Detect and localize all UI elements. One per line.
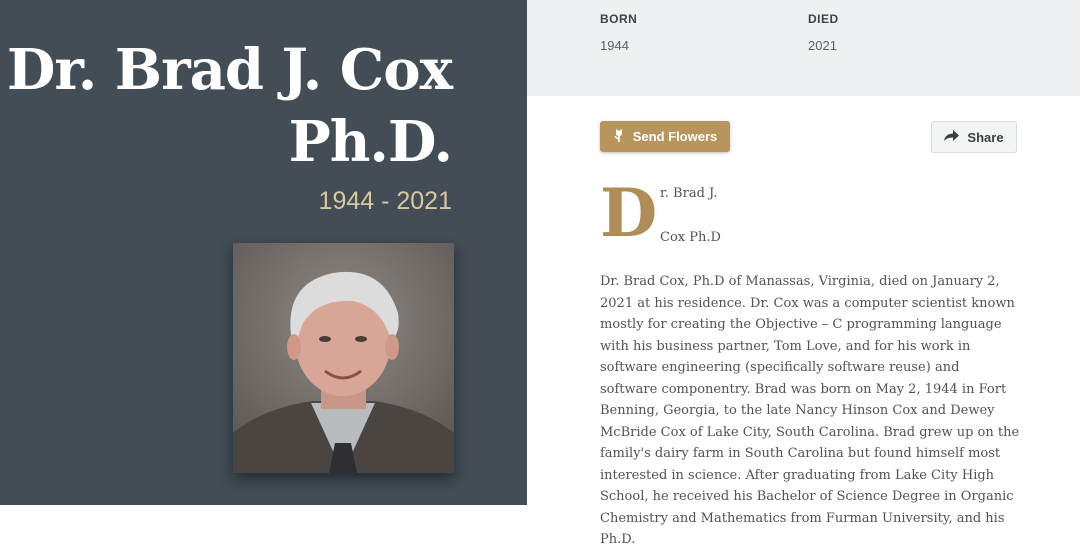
share-label: Share — [967, 129, 1004, 145]
born-label: BORN — [600, 12, 638, 26]
name-line-1: Dr. Brad J. Cox — [6, 37, 452, 103]
send-flowers-label: Send Flowers — [632, 129, 718, 144]
drop-cap: D — [600, 174, 658, 252]
died-label: DIED — [808, 12, 839, 26]
share-arrow-icon — [944, 130, 959, 145]
deceased-name — [7, 34, 452, 178]
obituary-body: Dr. Brad Cox, Ph.D of Manassas, Virginia, died on January 2, 2021 at his residence. Dr. Cox was a computer scientist known mostly for creating the Objective – C programming language with his business partner, Tom Love, and for his work in software engineering (specifically software reuse) and software componentry. Brad was born on May 2, 1944 in Fort Benning, Georgia, to the late Nancy Hinson Cox and Dewey McBride Cox of Lake City, South Carolina. Brad grew up on the family's dairy farm in South Carolina but found himself most interested in science. After graduating from Lake City High School, he received his Bachelor of Science Degree in Organic Chemistry and Mathematics from Furman University, and his Ph.D. — [600, 274, 1020, 547]
died-value: 2021 — [808, 38, 837, 53]
name-line-2: Ph.D. — [288, 109, 452, 175]
flower-icon — [613, 128, 625, 146]
share-button[interactable] — [931, 121, 1017, 153]
died-block — [808, 12, 839, 53]
portrait-photo — [233, 243, 454, 473]
life-years: 1944 - 2021 — [318, 187, 452, 215]
content-panel — [527, 0, 1080, 547]
dates-bar — [527, 0, 1080, 96]
send-flowers-button[interactable] — [600, 121, 730, 152]
hero-panel — [0, 0, 527, 505]
born-value: 1944 — [600, 38, 629, 53]
lead-line-1: r. Brad J. — [660, 186, 718, 201]
born-block — [600, 12, 637, 53]
lead-line-2: Cox Ph.D — [660, 230, 721, 245]
